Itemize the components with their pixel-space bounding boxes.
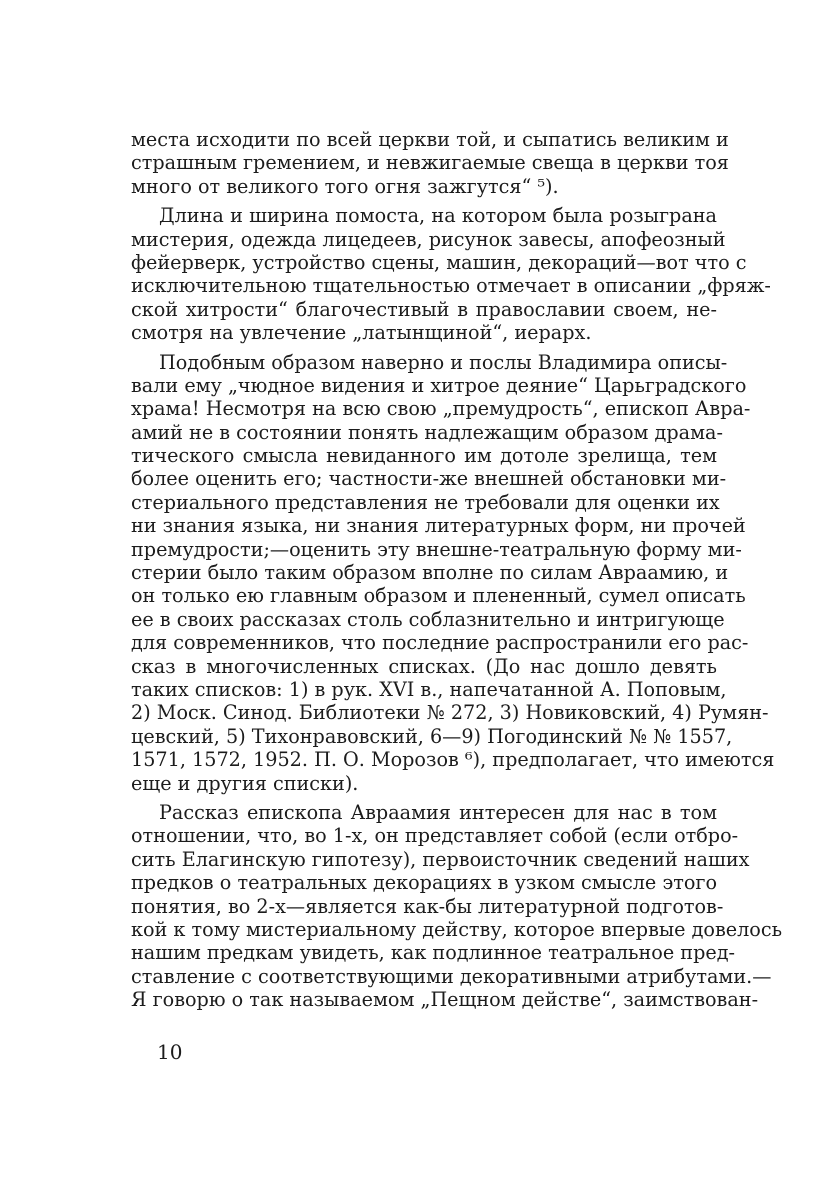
text-line: ее в своих рассказах столь соблазнительно и интригующе [131, 607, 725, 631]
text-line: мистерия, одежда лицедеев, рисунок завесы, апофеозный [131, 227, 726, 251]
text-line: Рассказ епископа Авраамия интересен для нас в том [159, 800, 717, 824]
text-line: кой к тому мистериальному действу, которое впервые довелось [131, 917, 783, 941]
paragraph [131, 800, 783, 1012]
text-line: исключительною тщательностью отмечает в описании „фряж- [131, 274, 771, 298]
text-line: 1571, 1572, 1952. П. О. Морозов ⁶), предполагает, что имеются [131, 748, 775, 772]
text-line: таких списков: 1) в рук. XVI в., напечатанной А. Поповым, [131, 677, 727, 701]
paragraph [131, 350, 775, 795]
text-line: ставление с соответствующими декоративными атрибутами.— [131, 964, 772, 988]
text-line: отношении, что, во 1-х, он представляет собой (если отбро- [131, 824, 739, 848]
text-line: для современников, что последние распространили его рас- [131, 631, 749, 655]
main-text [131, 128, 783, 1012]
text-line: вали ему „чюдное видения и хитрое деяние“ Царьградского [131, 373, 747, 397]
paragraph [131, 128, 729, 198]
paragraph [131, 204, 771, 345]
text-line: сить Елагинскую гипотезу), первоисточник сведений наших [131, 847, 750, 871]
text-line: премудрости;—оценить эту внешне-театральную форму ми- [131, 537, 742, 561]
text-line: сказ в многочисленных списках. (До нас дошло девять [131, 654, 717, 678]
text-line: Подобным образом наверно и послы Владимира описы- [159, 350, 728, 374]
text-line: стерии было таким образом вполне по силам Авраамию, и [131, 561, 729, 585]
text-line: ни знания языка, ни знания литературных форм, ни прочей [131, 514, 746, 538]
text-line: ской хитрости“ благочестивый в православии своем, не- [131, 297, 717, 321]
text-line: 2) Моск. Синод. Библиотеки № 272, 3) Новиковский, 4) Румян- [131, 701, 769, 725]
text-line: понятия, во 2-х—является как-бы литературной подготов- [131, 894, 724, 918]
text-line: смотря на увлечение „латынщиной“, иерарх. [131, 321, 592, 345]
text-line: страшным гремением, и невжигаемые свеща в церкви тоя [131, 151, 729, 175]
text-line: Длина и ширина помоста, на котором была розыграна [159, 204, 717, 228]
text-line: предков о театральных декорациях в узком смысле этого [131, 871, 717, 895]
text-line: тического смысла невиданного им дотоле зрелища, тем [131, 444, 717, 468]
text-line: амий не в состоянии понять надлежащим образом драма- [131, 420, 723, 444]
text-line: места исходити по всей церкви той, и сыпатись великим и [131, 128, 729, 151]
text-line: стериального представления не требовали для оценки их [131, 490, 720, 514]
text-line: более оценить его; частности-же внешней обстановки ми- [131, 467, 727, 491]
text-line: много от великого того огня зажгутся“ ⁵). [131, 174, 559, 198]
text-line: Я говорю о так называемом „Пещном действе“, заимствован- [131, 988, 759, 1012]
text-line: нашим предкам увидеть, как подлинное театральное пред- [131, 941, 736, 965]
text-line: храма! Несмотря на всю свою „премудрость“, епископ Авра- [131, 397, 751, 421]
text-line: еще и другия списки). [131, 771, 359, 795]
page-number: 10 [157, 1040, 183, 1064]
text-line: цевский, 5) Тихонравовский, 6—9) Погодинский № № 1557, [131, 724, 733, 748]
text-line: фейерверк, устройство сцены, машин, декораций—вот что с [131, 250, 747, 274]
text-line: он только ею главным образом и плененный, сумел описать [131, 584, 746, 608]
